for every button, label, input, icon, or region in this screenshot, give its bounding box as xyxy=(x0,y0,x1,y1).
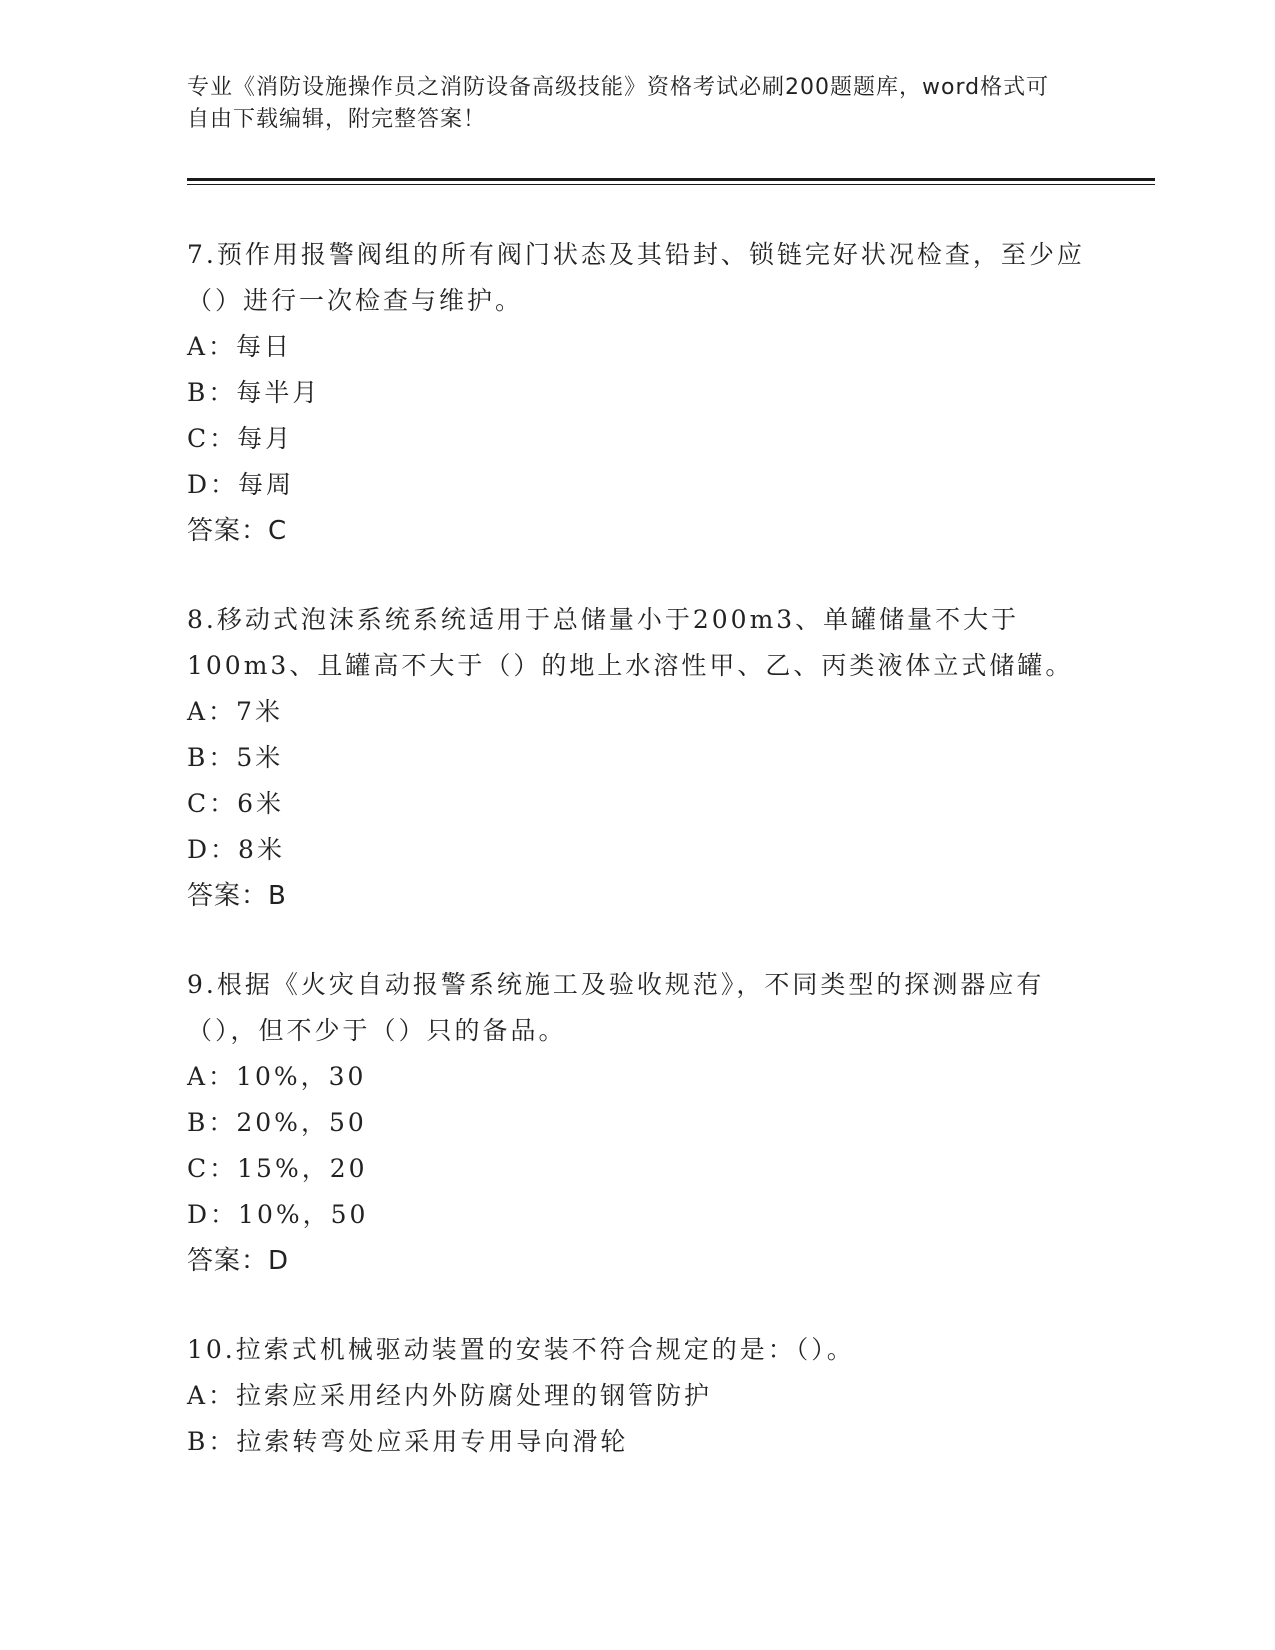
question-stem: 7.预作用报警阀组的所有阀门状态及其铅封、锁链完好状况检查，至少应（）进行一次检查与维护。 xyxy=(187,240,1085,315)
option-b: B：拉索转弯处应采用专用导向滑轮 xyxy=(187,1427,629,1456)
question-10 xyxy=(187,1327,1087,1465)
option-b: B：每半月 xyxy=(187,378,321,407)
option-c: C：15%，20 xyxy=(187,1154,368,1183)
header-divider-thin xyxy=(187,184,1155,185)
question-7 xyxy=(187,232,1087,554)
question-9 xyxy=(187,962,1087,1284)
question-stem: 8.移动式泡沫系统系统适用于总储量小于200m3、单罐储量不大于100m3、且罐高不大于（）的地上水溶性甲、乙、丙类液体立式储罐。 xyxy=(187,605,1074,680)
question-8 xyxy=(187,597,1087,919)
option-a: A：7米 xyxy=(187,697,283,726)
document-header: 专业《消防设施操作员之消防设备高级技能》资格考试必刷200题题库，word格式可自由下载编辑，附完整答案！ xyxy=(187,75,1050,132)
option-d: D：8米 xyxy=(187,835,285,864)
answer: 答案：C xyxy=(187,516,288,546)
option-b: B：20%，50 xyxy=(187,1108,367,1137)
answer: 答案：B xyxy=(187,881,287,911)
option-c: C：6米 xyxy=(187,789,285,818)
option-d: D：10%，50 xyxy=(187,1200,369,1229)
header-divider-thick xyxy=(187,178,1155,181)
option-a: A：每日 xyxy=(187,332,293,361)
option-c: C：每月 xyxy=(187,424,294,453)
answer: 答案：D xyxy=(187,1246,290,1276)
question-stem: 9.根据《火灾自动报警系统施工及验收规范》，不同类型的探测器应有（），但不少于（）只的备品。 xyxy=(187,970,1045,1045)
question-stem: 10.拉索式机械驱动装置的安装不符合规定的是：（）。 xyxy=(187,1335,855,1364)
option-a: A：10%，30 xyxy=(187,1062,367,1091)
option-d: D：每周 xyxy=(187,470,295,499)
option-a: A：拉索应采用经内外防腐处理的钢管防护 xyxy=(187,1381,713,1410)
option-b: B：5米 xyxy=(187,743,284,772)
